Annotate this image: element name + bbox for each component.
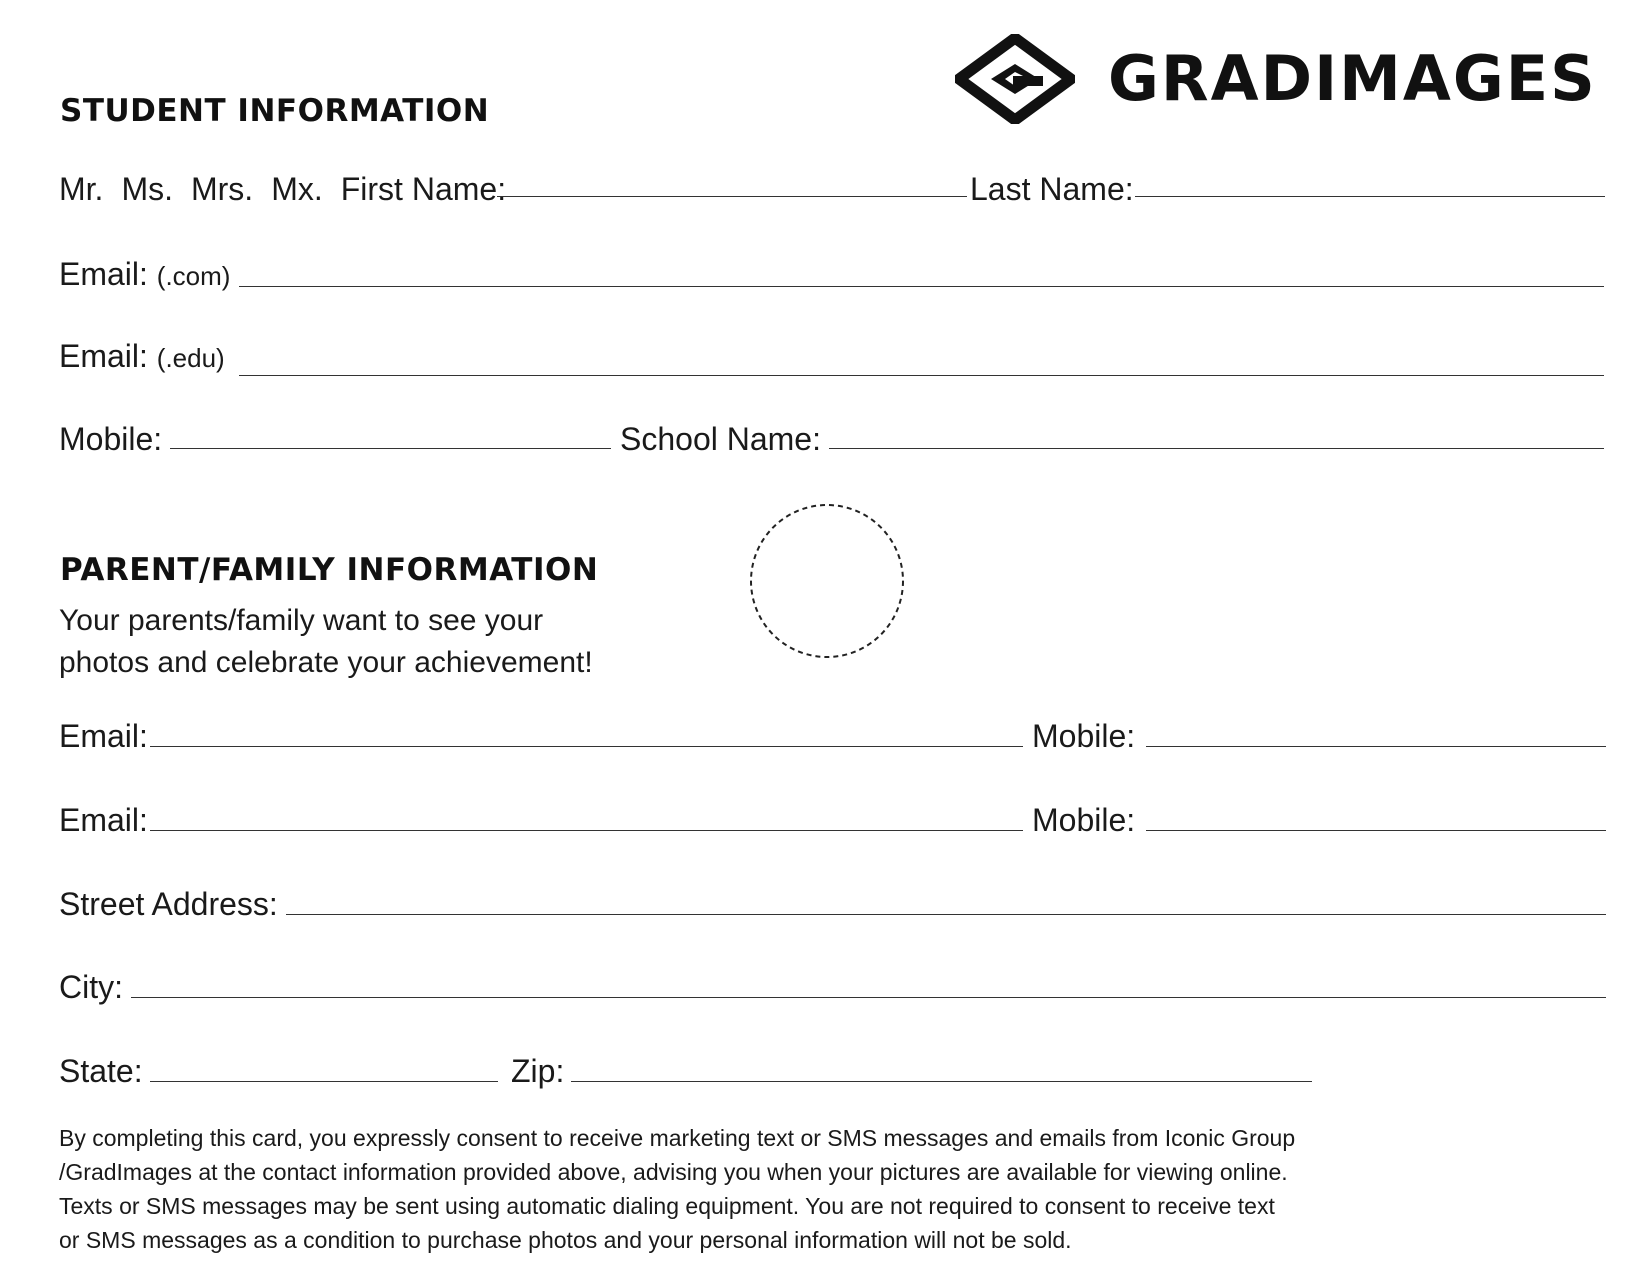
first-name-label: First Name: [340,171,507,207]
tagline-line-1: Your parents/family want to see your [59,604,544,637]
city-field[interactable] [131,997,1606,998]
parent-tagline [59,600,593,684]
title-mr[interactable]: Mr. [59,171,104,207]
state-label: State: [59,1053,143,1089]
parent-email-1-label: Email: [59,718,148,754]
email-edu-label-group [59,340,225,372]
school-name-label: School Name: [620,421,821,457]
dashed-circle-icon [749,503,905,659]
title-ms[interactable]: Ms. [121,171,173,207]
brand-name: GRADIMAGES [1108,42,1597,115]
email-com-label-group [59,258,230,290]
street-address-label: Street Address: [59,886,278,922]
diamond-g-logo-icon [955,34,1075,124]
tagline-line-2: photos and celebrate your achievement! [59,646,593,679]
student-section-heading: STUDENT INFORMATION [60,93,490,129]
parent-mobile-2-field[interactable] [1146,830,1606,831]
email-edu-label: Email: [59,338,148,374]
consent-text [59,1121,1379,1257]
consent-line-3: Texts or SMS messages may be sent using automatic dialing equipment. You are not required to consent to receive text [59,1193,1275,1219]
state-field[interactable] [150,1081,498,1082]
last-name-field[interactable] [1135,196,1605,197]
student-email-com-field[interactable] [239,286,1604,287]
parent-mobile-2-label: Mobile: [1032,802,1136,838]
title-mx[interactable]: Mx. [271,171,323,207]
parent-email-1-field[interactable] [150,746,1023,747]
parent-email-2-label: Email: [59,802,148,838]
student-email-edu-field[interactable] [239,375,1604,376]
school-name-field[interactable] [829,448,1604,449]
zip-field[interactable] [571,1081,1312,1082]
title-options [59,173,506,205]
zip-label: Zip: [511,1053,565,1089]
title-mrs[interactable]: Mrs. [190,171,254,207]
first-name-field[interactable] [497,196,967,197]
consent-line-1: By completing this card, you expressly consent to receive marketing text or SMS messages and emails from Iconic Group [59,1125,1296,1151]
consent-line-4: or SMS messages as a condition to purchase photos and your personal information will not be sold. [59,1227,1072,1253]
parent-mobile-1-label: Mobile: [1032,718,1136,754]
parent-mobile-1-field[interactable] [1146,746,1606,747]
street-address-field[interactable] [286,914,1606,915]
city-label: City: [59,969,123,1005]
last-name-label: Last Name: [970,171,1134,207]
brand-logo [955,34,1075,124]
email-edu-hint: (.edu) [156,343,225,373]
parent-section-heading: PARENT/FAMILY INFORMATION [60,552,599,588]
student-mobile-field[interactable] [170,448,611,449]
email-com-hint: (.com) [156,261,231,291]
email-com-label: Email: [59,256,148,292]
consent-line-2: /GradImages at the contact information provided above, advising you when your pictures are available for viewing online. [59,1159,1288,1185]
parent-email-2-field[interactable] [150,830,1023,831]
student-mobile-label: Mobile: [59,421,163,457]
